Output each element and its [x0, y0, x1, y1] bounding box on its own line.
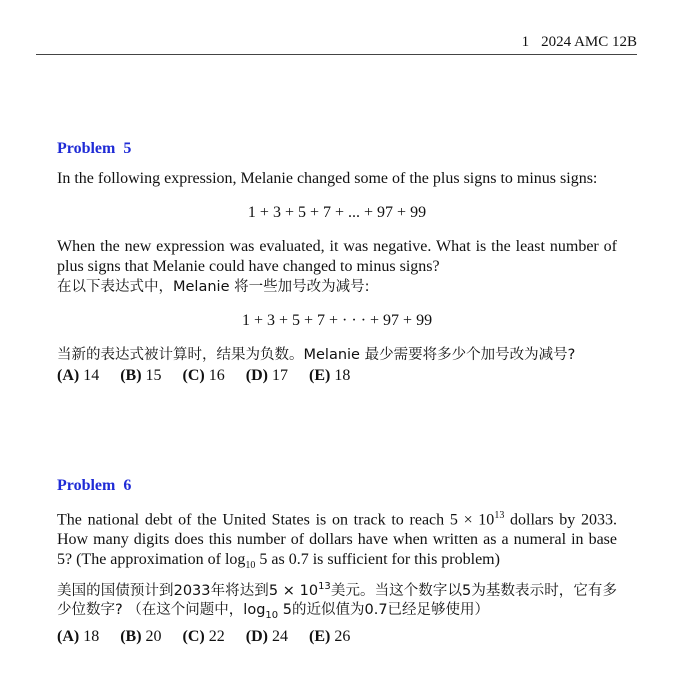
choice-e: (E) 26 — [308, 628, 351, 646]
answer-choices — [57, 627, 617, 647]
problem-label: Problem — [57, 140, 116, 157]
contest-title: 2024 AMC 12B — [541, 34, 637, 50]
page-number: 1 — [521, 34, 530, 50]
page-header — [36, 34, 637, 55]
problem-5 — [57, 139, 617, 386]
problem-title — [57, 139, 617, 159]
choice-a: (A) 14 — [57, 367, 100, 384]
question-zh: 当新的表达式被计算时，结果为负数。Melanie 最少需要将多少个加号改为减号? — [57, 347, 576, 363]
problem-text-zh: 在以下表达式中，Melanie 将一些加号改为减号: — [57, 279, 370, 295]
question-en: When the new expression was evaluated, it was negative. What is the least number of plus signs that Melanie could have changed to minus signs? — [57, 238, 617, 275]
choice-b: (B) 15 — [120, 367, 162, 384]
expression-zh: 1 + 3 + 5 + 7 + · · · + 97 + 99 — [241, 312, 433, 329]
choice-d: (D) 24 — [245, 628, 288, 646]
problem-6 — [57, 476, 617, 647]
choice-b: (B) 20 — [120, 628, 162, 646]
problem-number: 6 — [123, 477, 132, 494]
choice-a: (A) 18 — [57, 628, 100, 646]
problem-label: Problem — [57, 477, 116, 494]
problem-number: 5 — [123, 140, 132, 157]
problem-text-en: The national debt of the United States is on track to reach $5 \times 10^{13}$ dollars by 2033. How many digits does this number of dollars have when written as a numeral in base 5? (The approximation of $\log_{10} 5$ as 0.7 is sufficient for this problem) — [57, 510, 617, 572]
choice-e: (E) 18 — [308, 367, 351, 384]
choice-c: (C) 16 — [182, 367, 225, 384]
expression-en: 1 + 3 + 5 + 7 + ... + 97 + 99 — [247, 204, 427, 221]
choice-c: (C) 22 — [182, 628, 225, 646]
answer-choices — [57, 366, 617, 386]
problem-text-zh: 美国的国债预计到2033年将达到$5 \times 10^{13}$美元。当这个数字以5为基数表示时，它有多少位数字? （在这个问题中，$\log_{10} 5$的近似值为0.7已经足够使用） — [57, 580, 617, 622]
choice-d: (D) 17 — [245, 367, 288, 384]
problem-text-en: In the following expression, Melanie changed some of the plus signs to minus signs: — [57, 170, 598, 187]
problem-title — [57, 476, 617, 496]
